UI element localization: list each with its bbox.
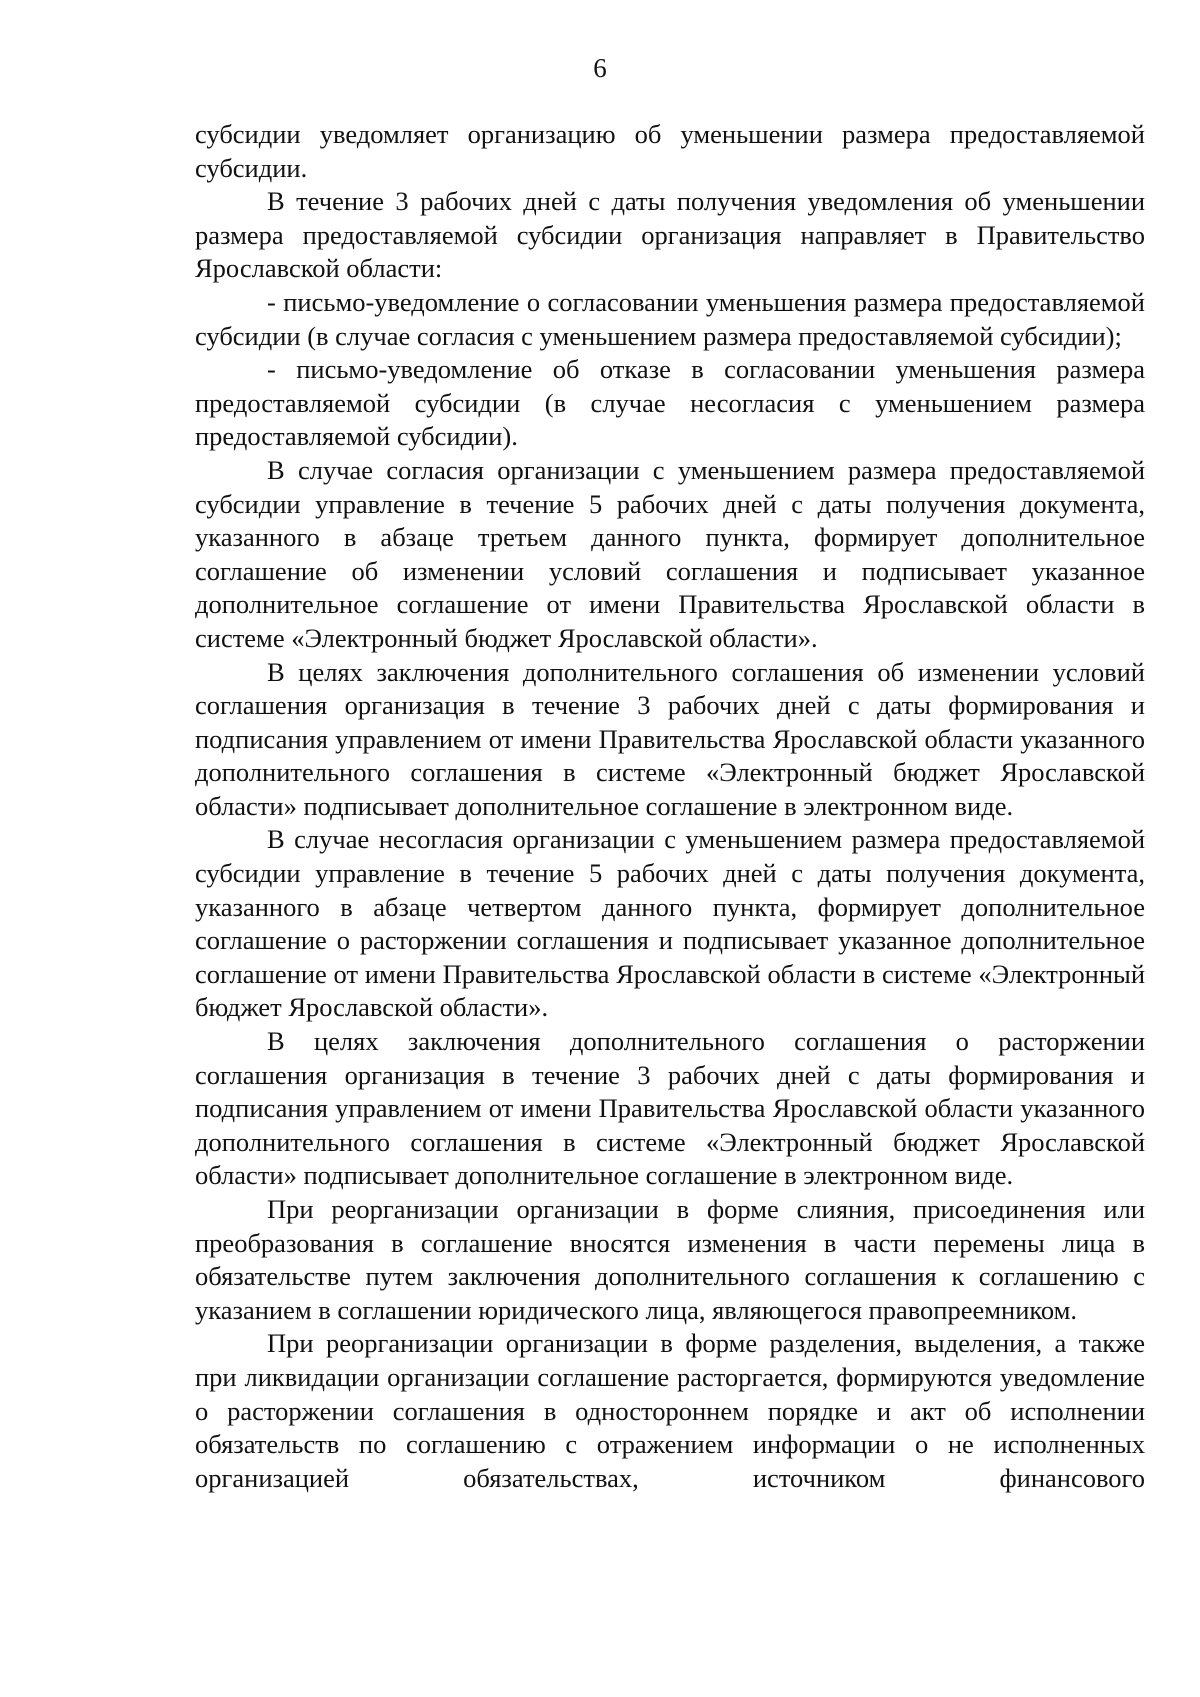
paragraph-reorganization-division: При реорганизации организации в форме разделения, выделения, а также при ликвидации организации соглашение расторгается, формируются уведомление о расторжении соглашения в одностороннем порядке и акт об исполнении обязательств по соглашению с отражением информации о не исполненных организацией обязательствах, источником финансового [195,1328,1145,1493]
paragraph-notice-deadline: В течение 3 рабочих дней с даты получения уведомления об уменьшении размера предоставляемой субсидии организация направляет в Правительство Ярославской области: [195,186,1145,284]
document-body [195,118,1145,1495]
paragraph-refusal-case: В случае несогласия организации с уменьшением размера предоставляемой субсидии управление в течение 5 рабочих дней с даты получения документа, указанного в абзаце четвертом данного пункта, формирует дополнительное соглашение о расторжении соглашения и подписывает указанное дополнительное соглашение от имени Правительства Ярославской области в системе «Электронный бюджет Ярославской области». [195,824,1145,1023]
page-number: 6 [593,53,607,83]
list-item-refusal-letter: - письмо-уведомление об отказе в согласовании уменьшения размера предоставляемой субсидии (в случае несогласия с уменьшением размера предоставляемой субсидии). [195,354,1145,452]
paragraph-reorganization-merger: При реорганизации организации в форме слияния, присоединения или преобразования в соглашение вносятся изменения в части перемены лица в обязательстве путем заключения дополнительного соглашения к соглашению с указанием в соглашении юридического лица, являющегося правопреемником. [195,1194,1145,1325]
list-item-consent-letter: - письмо-уведомление о согласовании уменьшения размера предоставляемой субсидии (в случае согласия с уменьшением размера предоставляемой субсидии); [195,286,1145,351]
paragraph-amendment-signing: В целях заключения дополнительного соглашения об изменении условий соглашения организация в течение 3 рабочих дней с даты формирования и подписания управлением от имени Правительства Ярославской области указанного дополнительного соглашения в системе «Электронный бюджет Ярославской области» подписывает дополнительное соглашение в электронном виде. [195,656,1145,821]
paragraph-continuation: субсидии уведомляет организацию об уменьшении размера предоставляемой субсидии. [195,119,1145,183]
paragraph-termination-signing: В целях заключения дополнительного соглашения о расторжении соглашения организация в течение 3 рабочих дней с даты формирования и подписания управлением от имени Правительства Ярославской области указанного дополнительного соглашения в системе «Электронный бюджет Ярославской области» подписывает дополнительное соглашение в электронном виде. [195,1026,1145,1191]
paragraph-consent-case: В случае согласия организации с уменьшением размера предоставляемой субсидии управление в течение 5 рабочих дней с даты получения документа, указанного в абзаце третьем данного пункта, формирует дополнительное соглашение об изменении условий соглашения и подписывает указанное дополнительное соглашение от имени Правительства Ярославской области в системе «Электронный бюджет Ярославской области». [195,454,1145,653]
